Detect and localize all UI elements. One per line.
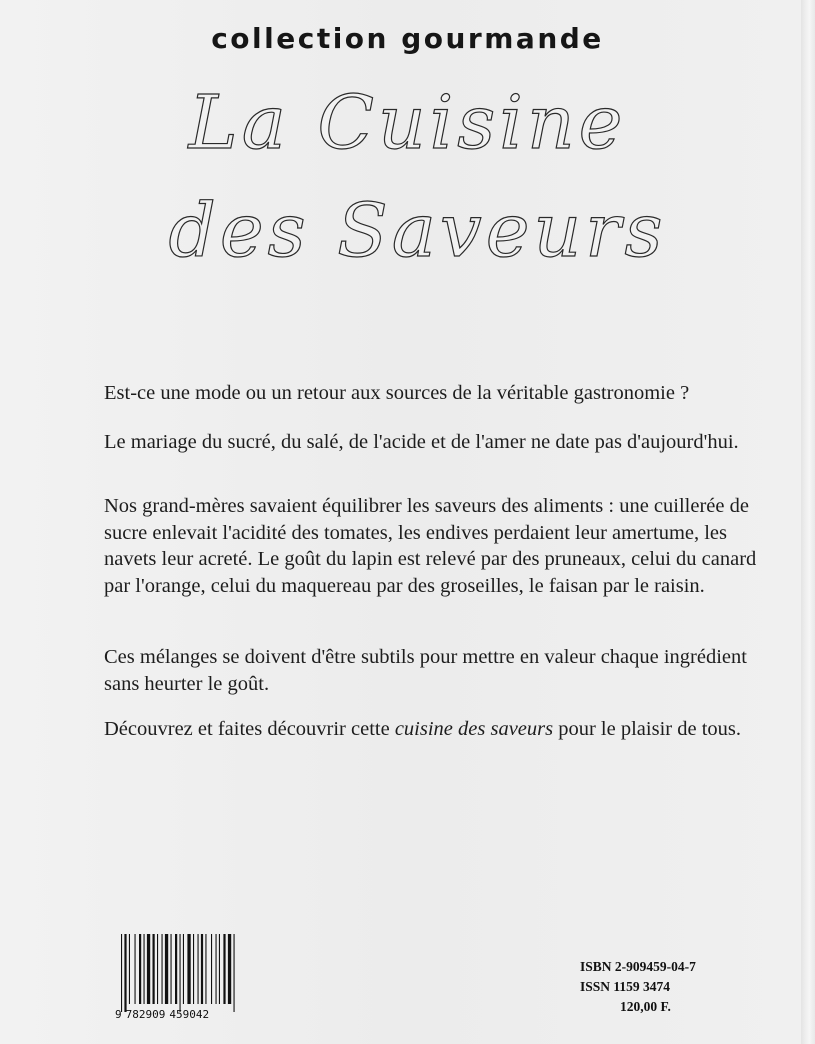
barcode-bar	[157, 934, 158, 1004]
blurb-paragraph-4	[104, 644, 774, 697]
blurb-paragraph-5	[104, 716, 774, 743]
blurb-text-italic: cuisine des saveurs	[394, 718, 554, 740]
blurb-text-start: Découvrez et faites découvrir cette	[104, 718, 395, 740]
book-title-line-2: des Saveurs	[168, 188, 667, 274]
blurb-text: Nos grand-mères savaient équilibrer les saveurs des aliments : une cuillerée de sucre enlevait l'acidité des tomates, les endives perdaient leur amertume, les navets leur acreté. Le goût du lapin est relevé par des pruneaux, celui du canard par l'orange, celui du maquereau par des groseilles, le faisan par le raisin.	[104, 495, 757, 597]
barcode	[115, 934, 243, 1024]
blurb-text: Le mariage du sucré, du salé, de l'acide et de l'amer ne date pas d'aujourd'hui.	[104, 431, 739, 453]
barcode-bar	[183, 934, 184, 1004]
blurb-text-end: pour le plaisir de tous.	[553, 718, 741, 740]
barcode-digits-right: 459042	[169, 1008, 210, 1021]
blurb-text: Ces mélanges se doivent d'être subtils pour mettre en valeur chaque ingrédient sans heurter le goût.	[104, 646, 747, 695]
book-title-line-1: La Cuisine	[188, 80, 627, 166]
blurb-text: Est-ce une mode ou un retour aux sources de la véritable gastronomie ?	[104, 382, 690, 404]
barcode-bar	[219, 934, 220, 1004]
barcode-bar	[162, 934, 163, 1004]
barcode-bar	[216, 934, 217, 1004]
barcode-bar	[175, 934, 177, 1004]
barcode-bar	[165, 934, 168, 1004]
barcode-bar	[147, 934, 150, 1004]
isbn: ISBN 2-909459-04-7	[580, 959, 696, 974]
collection-name: collection gourmande	[211, 22, 604, 55]
barcode-bar	[139, 934, 141, 1004]
barcode-bar	[124, 934, 126, 1012]
barcode-bar	[205, 934, 206, 1004]
barcode-bars	[115, 934, 243, 1012]
publishing-info	[580, 957, 740, 1017]
blurb-paragraph-1	[104, 380, 774, 407]
barcode-bar	[211, 934, 212, 1004]
barcode-digits-left: 782909	[125, 1008, 166, 1021]
barcode-bar	[187, 934, 190, 1004]
barcode-bar	[144, 934, 145, 1004]
barcode-digit-lead: 9	[115, 1008, 122, 1021]
barcode-bar	[180, 934, 181, 1012]
barcode-bar	[171, 934, 172, 1004]
barcode-bar	[228, 934, 231, 1004]
price: 120,00 F.	[620, 999, 671, 1014]
barcode-bar	[234, 934, 235, 1012]
blurb-paragraph-2	[104, 429, 774, 456]
barcode-bar	[135, 934, 136, 1004]
issn: ISSN 1159 3474	[580, 979, 671, 994]
blurb-paragraph-3	[104, 493, 774, 599]
barcode-bar	[129, 934, 130, 1004]
barcode-bar	[201, 934, 203, 1004]
barcode-bar	[223, 934, 225, 1004]
barcode-bar	[121, 934, 122, 1012]
barcode-bar	[198, 934, 199, 1004]
barcode-bar	[193, 934, 194, 1004]
barcode-digits	[115, 1008, 243, 1021]
blurb-text	[104, 716, 774, 743]
barcode-bar	[153, 934, 155, 1004]
